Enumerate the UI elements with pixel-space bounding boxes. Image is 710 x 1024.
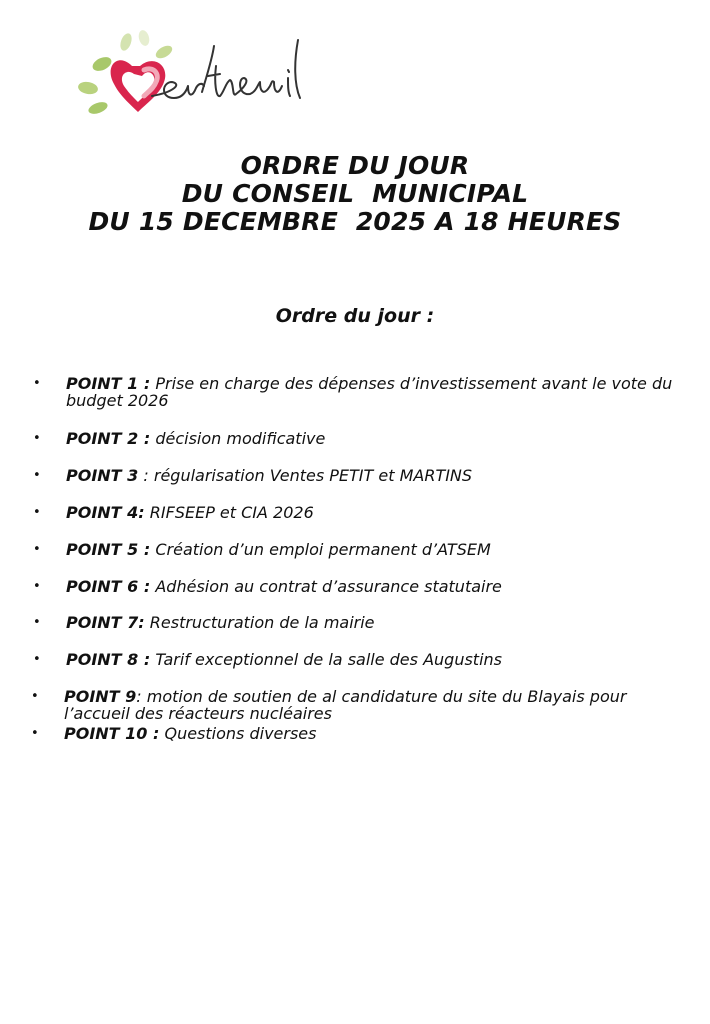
- agenda-item-text: Questions diverses: [159, 724, 317, 743]
- agenda-item-4: [33, 503, 686, 522]
- agenda-item-text: Restructuration de la mairie: [144, 613, 375, 632]
- agenda-item-label: POINT 8 :: [66, 650, 151, 669]
- page-title: [0, 152, 710, 236]
- bullet-icon: •: [33, 431, 41, 446]
- bullet-icon: •: [33, 652, 41, 667]
- agenda-item-text: décision modificative: [150, 429, 326, 448]
- title-line-3: DU 15 DECEMBRE 2025 A 18 HEURES: [88, 207, 622, 236]
- title-line-2: DU CONSEIL MUNICIPAL: [181, 179, 529, 208]
- agenda-item-text: Création d’un emploi permanent d’ATSEM: [150, 540, 491, 559]
- bullet-icon: •: [31, 726, 39, 741]
- leaf-icon: [137, 29, 151, 47]
- agenda-item-label: POINT 10 :: [64, 724, 160, 743]
- agenda-item-label: POINT 4:: [66, 503, 145, 522]
- title-line-1: ORDRE DU JOUR: [240, 151, 470, 180]
- ertheuil-logo: [74, 26, 334, 126]
- agenda-item-text: Adhésion au contrat d’assurance statutaire: [150, 577, 502, 596]
- leaf-icon: [154, 43, 175, 61]
- agenda-item-text: : régularisation Ventes PETIT et MARTINS: [138, 466, 473, 485]
- agenda-item-text: Tarif exceptionnel de la salle des Augustins: [150, 650, 502, 669]
- agenda-item-7: [33, 613, 686, 632]
- agenda-item-label: POINT 9: [64, 687, 137, 706]
- bullet-icon: •: [33, 542, 41, 557]
- agenda-item-label: POINT 3: [66, 466, 139, 485]
- agenda-item-label: POINT 6 :: [66, 577, 151, 596]
- leaf-icon: [90, 54, 113, 73]
- logo-script: [152, 40, 300, 98]
- agenda-item-3: [33, 466, 686, 485]
- agenda-item-label: POINT 7:: [66, 613, 145, 632]
- agenda-item-label: POINT 5 :: [66, 540, 151, 559]
- agenda-item-10: [31, 724, 684, 743]
- agenda-item-1: [33, 374, 686, 410]
- agenda-item-6: [33, 577, 686, 596]
- agenda-item-text: Prise en charge des dépenses d’investissement avant le vote du budget 2026: [66, 374, 673, 410]
- leaf-icon: [118, 32, 134, 52]
- bullet-icon: •: [31, 689, 39, 704]
- agenda-item-text: : motion de soutien de al candidature du site du Blayais pour l’accueil des réacteurs nucléaires: [64, 687, 627, 723]
- bullet-icon: •: [33, 615, 41, 630]
- agenda-item-9: [31, 687, 684, 723]
- bullet-icon: •: [33, 468, 41, 483]
- agenda-item-label: POINT 1 :: [66, 374, 151, 393]
- agenda-item-5: [33, 540, 686, 559]
- agenda-subtitle: Ordre du jour :: [275, 305, 435, 327]
- agenda-item-label: POINT 2 :: [66, 429, 151, 448]
- leaf-icon: [77, 80, 99, 95]
- leaf-icon: [87, 100, 109, 116]
- bullet-icon: •: [33, 579, 41, 594]
- agenda-item-text: RIFSEEP et CIA 2026: [144, 503, 314, 522]
- agenda-item-8: [33, 650, 686, 669]
- agenda-item-2: [33, 429, 686, 448]
- bullet-icon: •: [33, 505, 41, 520]
- bullet-icon: •: [33, 376, 41, 391]
